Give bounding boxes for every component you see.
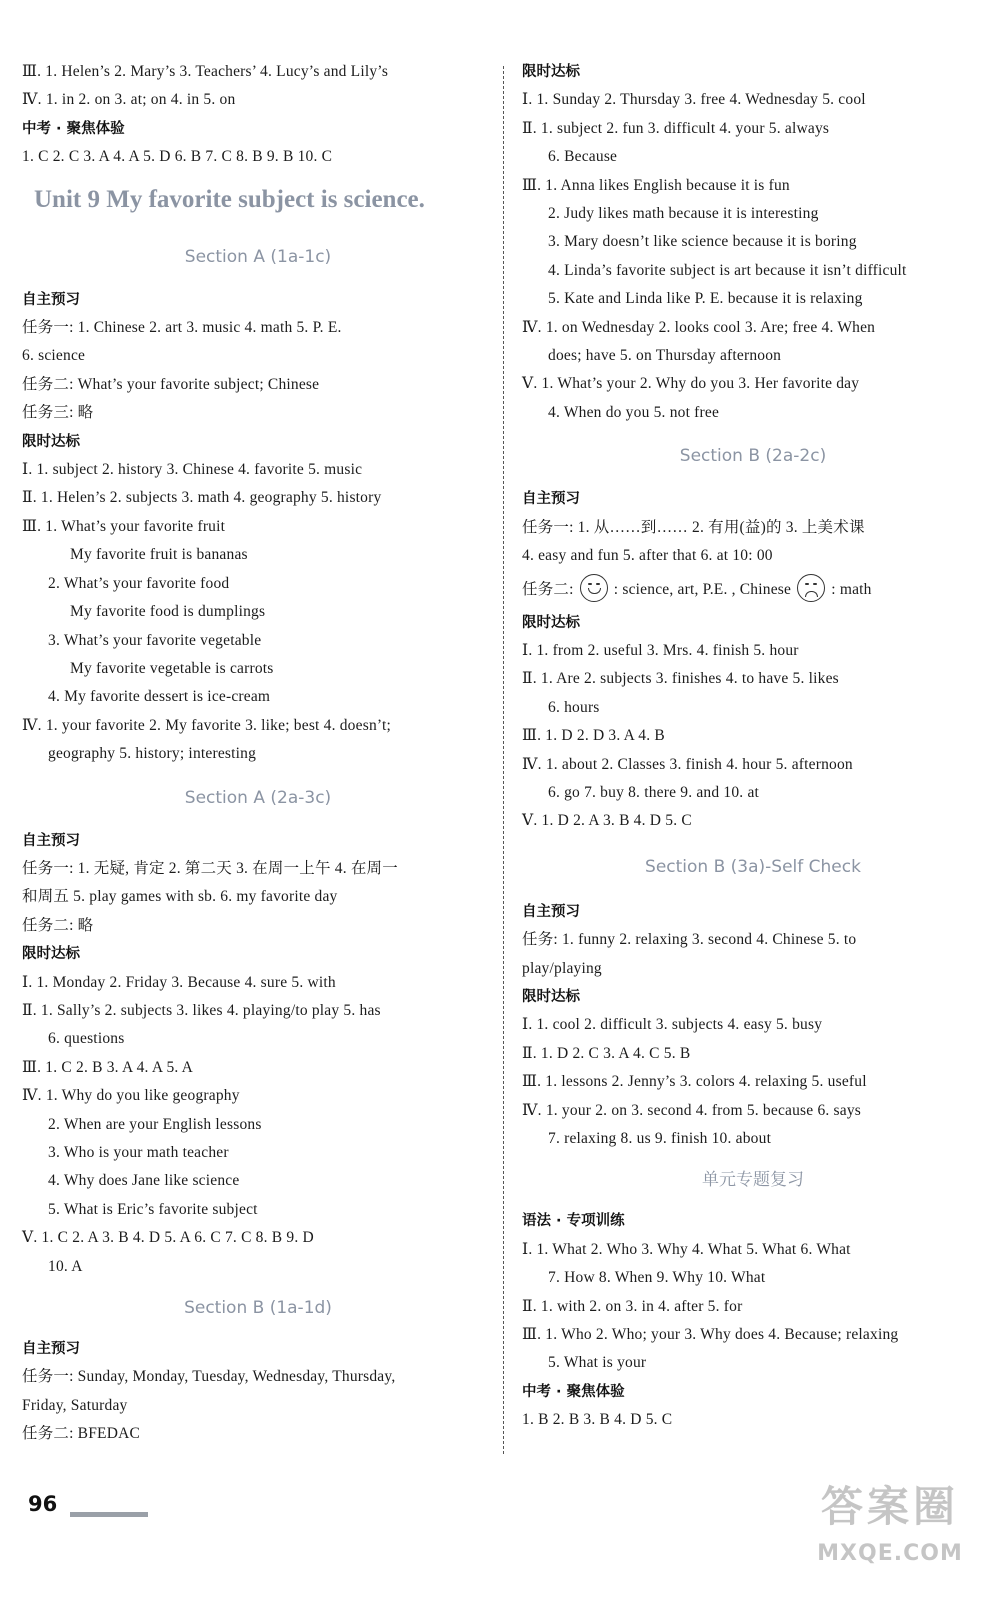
answer-line: 任务二: What’s your favorite subject; Chinese (22, 375, 320, 393)
page-number: 96 (28, 1492, 58, 1516)
answer-line: 任务一: 1. 无疑, 肯定 2. 第二天 3. 在周一上午 4. 在周一 (22, 859, 398, 877)
answer-line: Ⅱ. 1. with 2. on 3. in 4. after 5. for (522, 1297, 743, 1315)
answer-line: My favorite food is dumplings (70, 603, 266, 621)
column-divider (503, 66, 504, 1454)
watermark-url: MXQE.COM (817, 1541, 963, 1566)
answer-line: 5. What is Eric’s favorite subject (48, 1200, 258, 1218)
answer-line: My favorite fruit is bananas (70, 546, 248, 564)
answer-line: 3. Who is your math teacher (48, 1144, 229, 1161)
answer-line: Ⅳ. 1. Why do you like geography (22, 1087, 240, 1105)
answer-line: 1. C 2. C 3. A 4. A 5. D 6. B 7. C 8. B 9. B 10. C (22, 148, 333, 166)
answer-line: 任务二: 略 (22, 916, 94, 934)
section-title: Section B (3a)-Self Check (645, 856, 861, 877)
answer-line: Ⅱ. 1. D 2. C 3. A 4. C 5. B (522, 1044, 691, 1062)
answer-line: Ⅲ. 1. Anna likes English because it is fun (522, 176, 790, 194)
answer-line: 4. easy and fun 5. after that 6. at 10: 00 (522, 547, 773, 565)
section-heading: 限时达标 (522, 988, 580, 1005)
section-heading: 中考 · 聚焦体验 (522, 1383, 625, 1400)
answer-line: 4. When do you 5. not free (548, 403, 720, 421)
answer-line: Friday, Saturday (22, 1396, 128, 1414)
answer-line: Ⅴ. 1. What’s your 2. Why do you 3. Her favorite day (522, 375, 860, 393)
answer-line: Ⅲ. 1. Who 2. Who; your 3. Why does 4. Because; relaxing (522, 1326, 899, 1344)
section-heading: 自主预习 (22, 1341, 80, 1358)
answer-line: 2. What’s your favorite food (48, 574, 230, 592)
answer-line: Ⅳ. 1. in 2. on 3. at; on 4. in 5. on (22, 91, 236, 109)
answer-line: Ⅰ. 1. from 2. useful 3. Mrs. 4. finish 5. hour (522, 641, 799, 659)
answer-line: 和周五 5. play games with sb. 6. my favorite day (22, 888, 338, 906)
answer-line: 7. relaxing 8. us 9. finish 10. about (548, 1130, 772, 1147)
answer-line: 10. A (48, 1257, 83, 1275)
answer-line: Ⅰ. 1. Monday 2. Friday 3. Because 4. sure 5. with (22, 973, 336, 991)
disliked-subjects: : math (831, 580, 872, 598)
liked-subjects: : science, art, P.E. , Chinese (613, 580, 792, 598)
watermark (800, 1478, 980, 1582)
watermark-text: 答案圈 (820, 1482, 959, 1531)
answer-line: 任务一: 1. 从……到…… 2. 有用(益)的 3. 上美术课 (522, 518, 865, 536)
answer-line: 6. questions (48, 1030, 125, 1048)
answer-line: 5. Kate and Linda like P. E. because it is relaxing (548, 290, 863, 308)
answer-line: Ⅰ. 1. subject 2. history 3. Chinese 4. favorite 5. music (22, 461, 363, 479)
section-title: 单元专题复习 (702, 1170, 804, 1191)
answer-line: Ⅲ. 1. D 2. D 3. A 4. B (522, 727, 665, 745)
section-heading: 限时达标 (522, 64, 580, 80)
answer-line: Ⅳ. 1. on Wednesday 2. looks cool 3. Are; free 4. When (522, 318, 876, 336)
section-heading: 限时达标 (22, 946, 80, 963)
section-heading: 自主预习 (22, 291, 80, 308)
answer-line: 7. How 8. When 9. Why 10. What (548, 1269, 766, 1287)
answer-line: 2. When are your English lessons (48, 1115, 262, 1133)
section-title: Section B (2a-2c) (679, 446, 827, 467)
answer-line: Ⅲ. 1. Helen’s 2. Mary’s 3. Teachers’ 4. Lucy’s and Lily’s (22, 63, 389, 80)
answer-line: Ⅱ. 1. subject 2. fun 3. difficult 4. your 5. always (522, 119, 830, 137)
answer-line: Ⅳ. 1. about 2. Classes 3. finish 4. hour 5. afternoon (522, 755, 853, 773)
section-heading: 限时达标 (22, 433, 80, 450)
right-column (522, 58, 984, 1435)
answer-line: Ⅱ. 1. Helen’s 2. subjects 3. math 4. geography 5. history (22, 489, 382, 507)
section-heading: 语法 · 专项训练 (522, 1213, 625, 1230)
page-footer (28, 1492, 57, 1516)
answer-line: Ⅱ. 1. Are 2. subjects 3. finishes 4. to have 5. likes (522, 670, 839, 688)
answer-line: Ⅳ. 1. your 2. on 3. second 4. from 5. because 6. says (522, 1101, 862, 1119)
answer-line: 6. hours (548, 698, 600, 716)
answer-line-faces (522, 571, 984, 609)
answer-line: Ⅲ. 1. lessons 2. Jenny’s 3. colors 4. relaxing 5. useful (522, 1073, 867, 1091)
answer-line: My favorite vegetable is carrots (70, 659, 274, 677)
answer-line: 任务三: 略 (22, 404, 94, 422)
section-heading: 限时达标 (522, 614, 580, 631)
answer-line: Ⅲ. 1. What’s your favorite fruit (22, 517, 226, 535)
answer-line: Ⅰ. 1. cool 2. difficult 3. subjects 4. easy 5. busy (522, 1016, 823, 1034)
answer-line: 2. Judy likes math because it is interesting (548, 205, 819, 223)
answer-line: does; have 5. on Thursday afternoon (548, 347, 782, 365)
answer-line: 6. science (22, 347, 86, 365)
answer-line: 3. What’s your favorite vegetable (48, 631, 262, 649)
answer-line: 任务二: BFEDAC (22, 1425, 141, 1443)
answer-line: 5. What is your (548, 1354, 647, 1372)
answer-line: 3. Mary doesn’t like science because it is boring (548, 233, 857, 251)
task-label: 任务二: (522, 580, 574, 598)
smiling-face-icon (580, 574, 608, 602)
section-heading: 自主预习 (22, 832, 80, 849)
section-heading: 自主预习 (522, 903, 580, 920)
answer-line: 任务: 1. funny 2. relaxing 3. second 4. Chinese 5. to (522, 931, 857, 949)
answer-line: Ⅰ. 1. What 2. Who 3. Why 4. What 5. What 6. What (522, 1240, 851, 1258)
answer-line: 4. My favorite dessert is ice-cream (48, 688, 271, 706)
answer-line: Ⅴ. 1. D 2. A 3. B 4. D 5. C (522, 812, 692, 830)
answer-line: Ⅰ. 1. Sunday 2. Thursday 3. free 4. Wednesday 5. cool (522, 91, 866, 109)
answer-line: Ⅲ. 1. C 2. B 3. A 4. A 5. A (22, 1058, 194, 1076)
answer-line: 4. Why does Jane like science (48, 1172, 240, 1190)
answer-line: Ⅱ. 1. Sally’s 2. subjects 3. likes 4. playing/to play 5. has (22, 1001, 381, 1019)
answer-line: 4. Linda’s favorite subject is art because it isn’t difficult (548, 261, 907, 279)
unit-title: Unit 9 My favorite subject is science. (34, 185, 425, 213)
answer-line: 6. Because (548, 148, 618, 166)
answer-line: 1. B 2. B 3. B 4. D 5. C (522, 1411, 673, 1429)
left-column (22, 58, 494, 1449)
answer-line: geography 5. history; interesting (48, 745, 257, 763)
section-title: Section B (1a-1d) (184, 1298, 332, 1319)
section-title: Section A (2a-3c) (184, 787, 332, 808)
answer-line: 6. go 7. buy 8. there 9. and 10. at (548, 783, 760, 801)
section-title: Section A (1a-1c) (184, 246, 332, 267)
answer-line: play/playing (522, 959, 602, 977)
section-heading: 自主预习 (522, 491, 580, 508)
footer-rule (70, 1512, 148, 1517)
answer-line: Ⅳ. 1. your favorite 2. My favorite 3. like; best 4. doesn’t; (22, 716, 391, 734)
frowning-face-icon (797, 574, 825, 602)
answer-line: 任务一: 1. Chinese 2. art 3. music 4. math 5. P. E. (22, 319, 342, 337)
answer-line: Ⅴ. 1. C 2. A 3. B 4. D 5. A 6. C 7. C 8. B 9. D (22, 1229, 314, 1247)
answer-line: 任务一: Sunday, Monday, Tuesday, Wednesday, Thursday, (22, 1368, 396, 1386)
section-heading: 中考 · 聚焦体验 (22, 120, 125, 137)
